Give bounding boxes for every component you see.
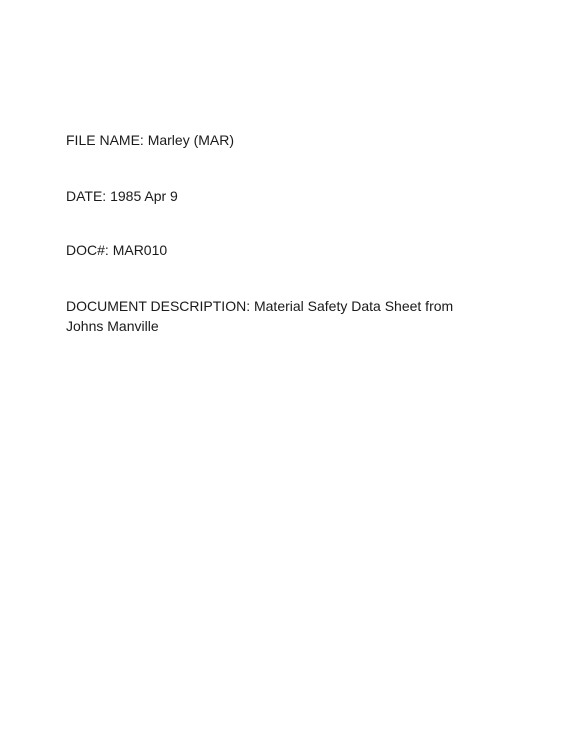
date-value: 1985 Apr 9 [110,188,178,204]
date-label: DATE: [66,188,107,204]
doc-number-label: DOC#: [66,242,109,258]
file-name-value: Marley (MAR) [147,132,235,148]
document-description-value: Material Safety Data Sheet from Johns Manville [66,298,454,334]
date-field [66,186,178,206]
doc-number-field [66,240,167,260]
document-description-label: DOCUMENT DESCRIPTION: [66,298,251,314]
document-description-field [66,296,486,336]
doc-number-value: MAR010 [112,242,168,258]
file-name-field [66,130,234,150]
file-name-label: FILE NAME: [66,132,144,148]
